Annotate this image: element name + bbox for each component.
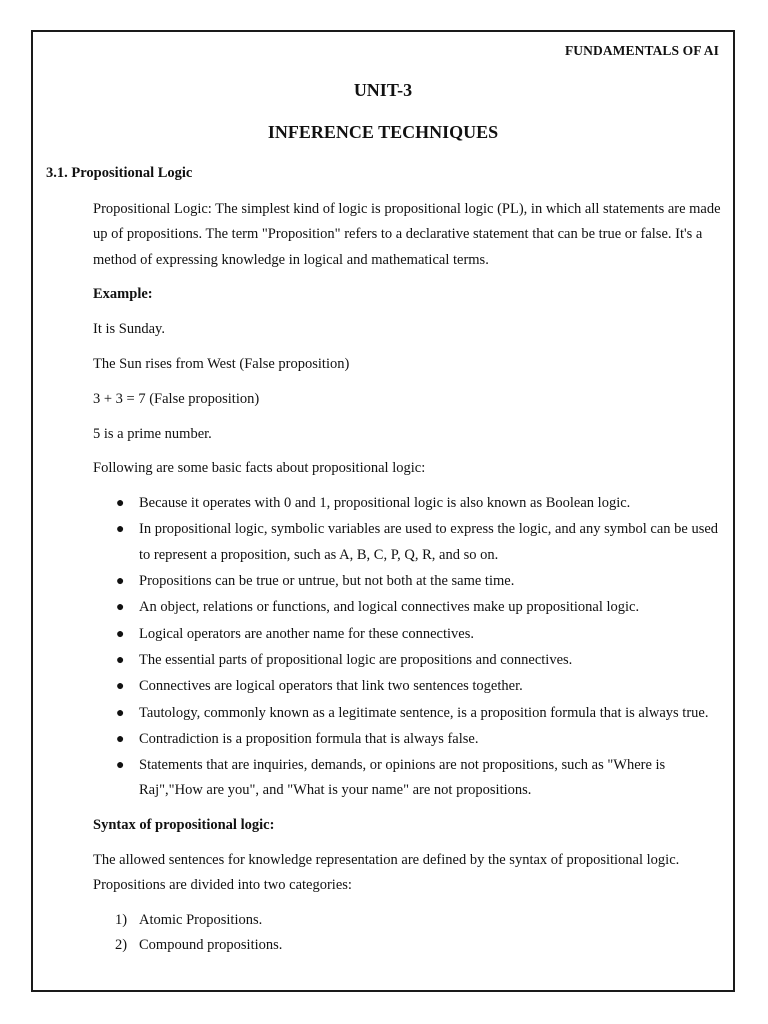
page-frame <box>31 30 735 992</box>
fact-text: The essential parts of propositional logic are propositions and connectives. <box>139 651 573 668</box>
bullet-icon: ● <box>116 574 125 590</box>
fact-text: An object, relations or functions, and logical connectives make up propositional logic. <box>139 599 640 616</box>
list-item <box>93 933 723 958</box>
example-item: 5 is a prime number. <box>93 425 212 442</box>
bullet-icon: ● <box>116 522 125 538</box>
course-header: FUNDAMENTALS OF AI <box>564 43 719 58</box>
list-number: 1) <box>115 911 128 928</box>
list-item <box>93 727 723 752</box>
section-heading: 3.1. Propositional Logic <box>46 165 193 181</box>
example-item: The Sun rises from West (False proposition) <box>93 355 350 372</box>
fact-text: Connectives are logical operators that link two sentences together. <box>139 678 523 695</box>
chapter-title: INFERENCE TECHNIQUES <box>267 122 499 142</box>
list-item <box>93 622 723 647</box>
bullet-icon: ● <box>116 600 125 616</box>
bullet-icon: ● <box>116 496 125 512</box>
bullet-icon: ● <box>116 679 125 695</box>
fact-text: Propositions can be true or untrue, but not both at the same time. <box>139 573 515 590</box>
fact-text: Tautology, commonly known as a legitimate sentence, is a proposition formula that is always true. <box>139 704 709 721</box>
list-item <box>93 674 723 699</box>
syntax-paragraph: The allowed sentences for knowledge representation are defined by the syntax of propositional logic. Propositions are divided into two categories: <box>93 851 680 893</box>
list-number: 2) <box>115 936 128 953</box>
bullet-icon: ● <box>116 705 125 721</box>
list-item <box>93 753 723 804</box>
bullet-icon: ● <box>116 652 125 668</box>
fact-text: In propositional logic, symbolic variables are used to express the logic, and any symbol can be used to represent a proposition, such as A, B, C, P, Q, R, and so on. <box>139 521 719 563</box>
category-label: Compound propositions. <box>139 936 283 953</box>
fact-text: Statements that are inquiries, demands, or opinions are not propositions, such as "Where is Raj","How are you", and "What is your name" are not propositions. <box>139 757 666 799</box>
facts-list <box>93 491 723 804</box>
facts-intro: Following are some basic facts about propositional logic: <box>93 460 426 477</box>
intro-paragraph: Propositional Logic: The simplest kind of logic is propositional logic (PL), in which all statements are made up of propositions. The term "Proposition" refers to a declarative statement that can be true or false. It's a method of expressing knowledge in logical and mathematical terms. <box>93 201 721 268</box>
category-label: Atomic Propositions. <box>139 911 263 928</box>
list-item <box>93 701 723 726</box>
fact-text: Contradiction is a proposition formula that is always false. <box>139 730 479 747</box>
bullet-icon: ● <box>116 626 125 642</box>
categories-list <box>93 908 723 959</box>
list-item <box>93 569 723 594</box>
list-item <box>93 517 723 568</box>
bullet-icon: ● <box>116 731 125 747</box>
example-item: 3 + 3 = 7 (False proposition) <box>93 390 260 407</box>
fact-text: Logical operators are another name for these connectives. <box>139 625 474 642</box>
example-label: Example: <box>93 286 153 303</box>
example-item: It is Sunday. <box>93 321 165 338</box>
syntax-heading: Syntax of propositional logic: <box>93 816 275 833</box>
unit-title: UNIT-3 <box>353 80 413 100</box>
list-item <box>93 908 723 933</box>
list-item <box>93 648 723 673</box>
bullet-icon: ● <box>116 758 125 774</box>
list-item <box>93 595 723 620</box>
list-item <box>93 491 723 516</box>
section-body <box>93 197 723 958</box>
fact-text: Because it operates with 0 and 1, propositional logic is also known as Boolean logic. <box>139 495 631 512</box>
